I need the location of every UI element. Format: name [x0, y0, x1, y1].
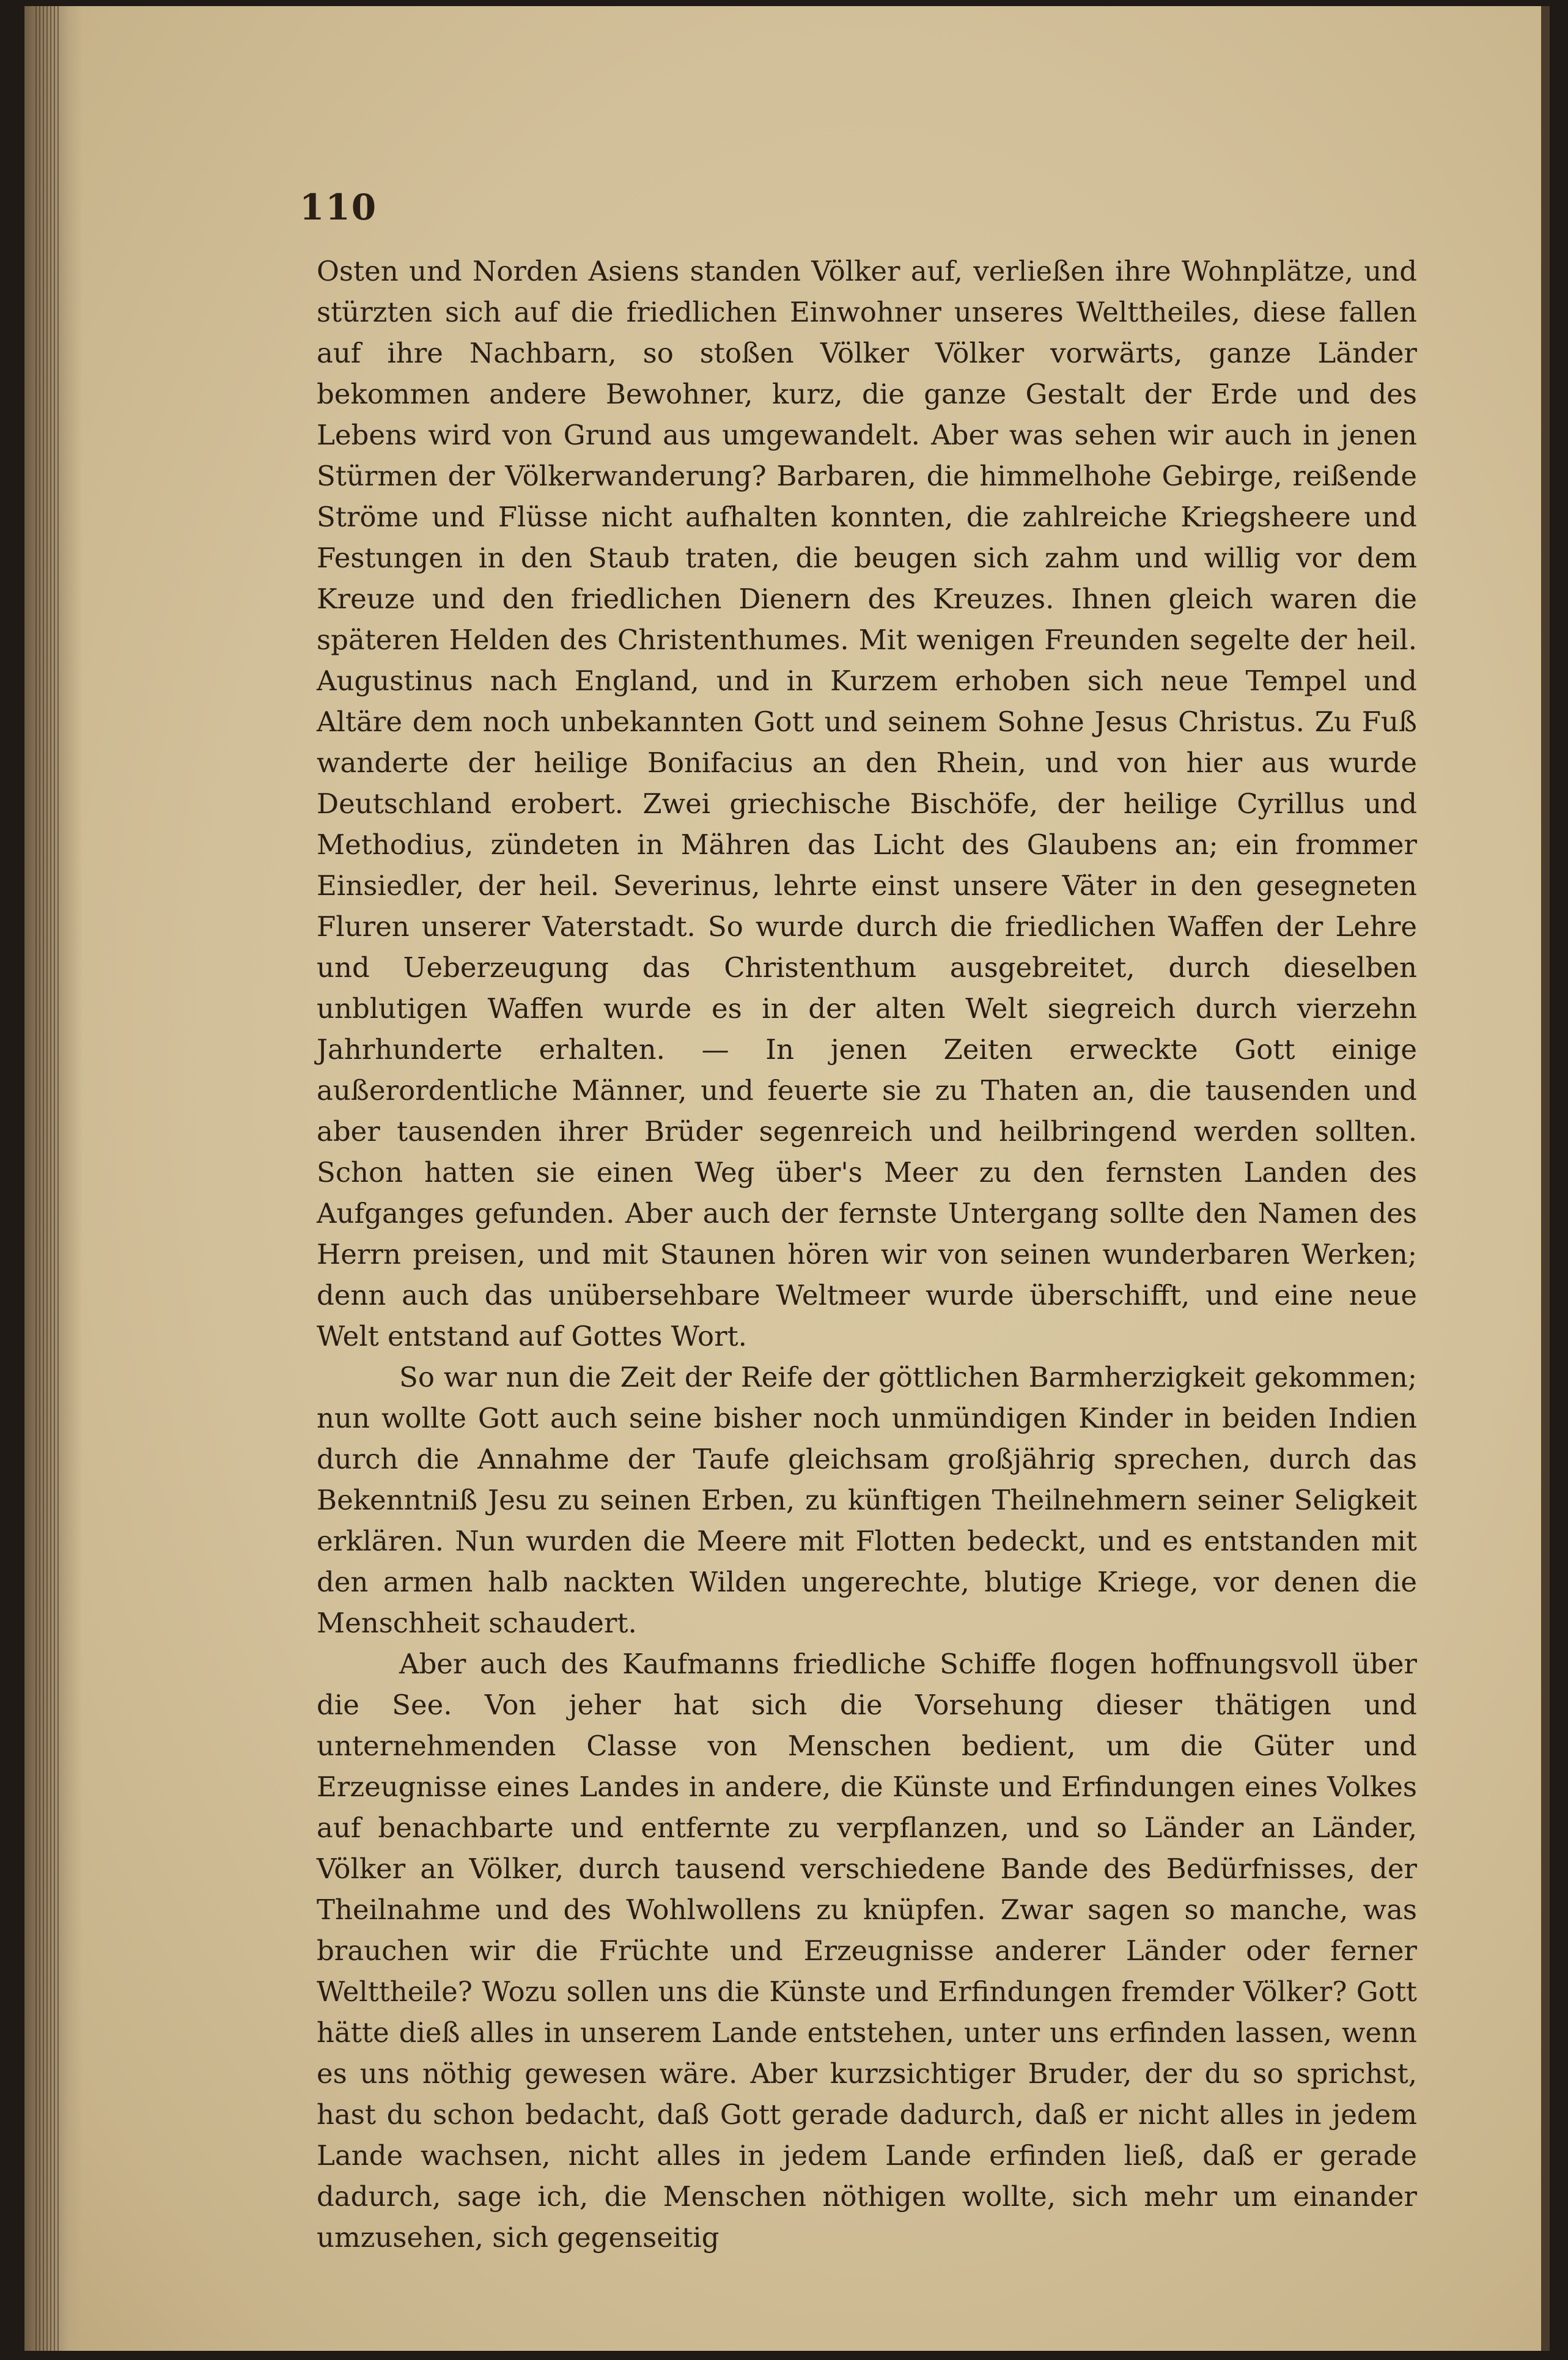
body-text: [317, 251, 1417, 2258]
page-number: 110: [300, 186, 378, 228]
page-sheet: [24, 6, 1550, 2351]
paragraph-1: Osten und Norden Asiens standen Völker auf, verließen ihre Wohnplätze, und stürzten sich auf die friedlichen Einwohner unseres Welttheiles, diese fallen auf ihre Nachbarn, so stoßen Völker Völker vorwärts, ganze Länder bekommen andere Bewohner, kurz, die ganze Gestalt der Erde und des Lebens wird von Grund aus umgewandelt. Aber was sehen wir auch in jenen Stürmen der Völkerwanderung? Barbaren, die himmelhohe Gebirge, reißende Ströme und Flüsse nicht aufhalten konnten, die zahlreiche Kriegsheere und Festungen in den Staub traten, die beugen sich zahm und willig vor dem Kreuze und den friedlichen Dienern des Kreuzes. Ihnen gleich waren die späteren Helden des Christenthumes. Mit wenigen Freunden segelte der heil. Augustinus nach England, und in Kurzem erhoben sich neue Tempel und Altäre dem noch unbekannten Gott und seinem Sohne Jesus Christus. Zu Fuß wanderte der heilige Bonifacius an den Rhein, und von hier aus wurde Deutschland erobert. Zwei griechische Bischöfe, der heilige Cyrillus und Methodius, zündeten in Mähren das Licht des Glaubens an; ein frommer Einsiedler, der heil. Severinus, lehrte einst unsere Väter in den gesegneten Fluren unserer Vaterstadt. So wurde durch die friedlichen Waffen der Lehre und Ueberzeugung das Christenthum ausgebreitet, durch dieselben unblutigen Waffen wurde es in der alten Welt siegreich durch vierzehn Jahrhunderte erhalten. — In jenen Zeiten erweckte Gott einige außerordentliche Männer, und feuerte sie zu Thaten an, die tausenden und aber tausenden ihrer Brüder segenreich und heilbringend werden sollten. Schon hatten sie einen Weg über's Meer zu den fernsten Landen des Aufganges gefunden. Aber auch der fernste Untergang sollte den Namen des Herrn preisen, und mit Staunen hören wir von seinen wunderbaren Werken; denn auch das unübersehbare Weltmeer wurde überschifft, und eine neue Welt entstand auf Gottes Wort.: [317, 255, 1417, 1352]
paragraph-2: So war nun die Zeit der Reife der göttlichen Barmherzigkeit gekommen; nun wollte Gott auch seine bisher noch unmündigen Kinder in beiden Indien durch die Annahme der Taufe gleichsam großjährig sprechen, durch das Bekenntniß Jesu zu seinen Erben, zu künftigen Theilnehmern seiner Seligkeit erklären. Nun wurden die Meere mit Flotten bedeckt, und es entstanden mit den armen halb nackten Wilden ungerechte, blutige Kriege, vor denen die Menschheit schaudert.: [317, 1361, 1417, 1639]
paragraph-3: Aber auch des Kaufmanns friedliche Schiffe flogen hoffnungsvoll über die See. Von jeher hat sich die Vorsehung dieser thätigen und unternehmenden Classe von Menschen bedient, um die Güter und Erzeugnisse eines Landes in andere, die Künste und Erfindungen eines Volkes auf benachbarte und entfernte zu verpflanzen, und so Länder an Länder, Völker an Völker, durch tausend verschiedene Bande des Bedürfnisses, der Theilnahme und des Wohlwollens zu knüpfen. Zwar sagen so manche, was brauchen wir die Früchte und Erzeugnisse anderer Länder oder ferner Welttheile? Wozu sollen uns die Künste und Erfindungen fremder Völker? Gott hätte dieß alles in unserem Lande entstehen, unter uns erfinden lassen, wenn es uns nöthig gewesen wäre. Aber kurzsichtiger Bruder, der du so sprichst, hast du schon bedacht, daß Gott gerade dadurch, daß er nicht alles in jedem Lande wachsen, nicht alles in jedem Lande erfinden ließ, daß er gerade dadurch, sage ich, die Menschen nöthigen wollte, sich mehr um einander umzusehen, sich gegenseitig: [317, 1648, 1417, 2254]
scan-border: [1541, 6, 1550, 2351]
page-edges: [35, 6, 60, 2351]
